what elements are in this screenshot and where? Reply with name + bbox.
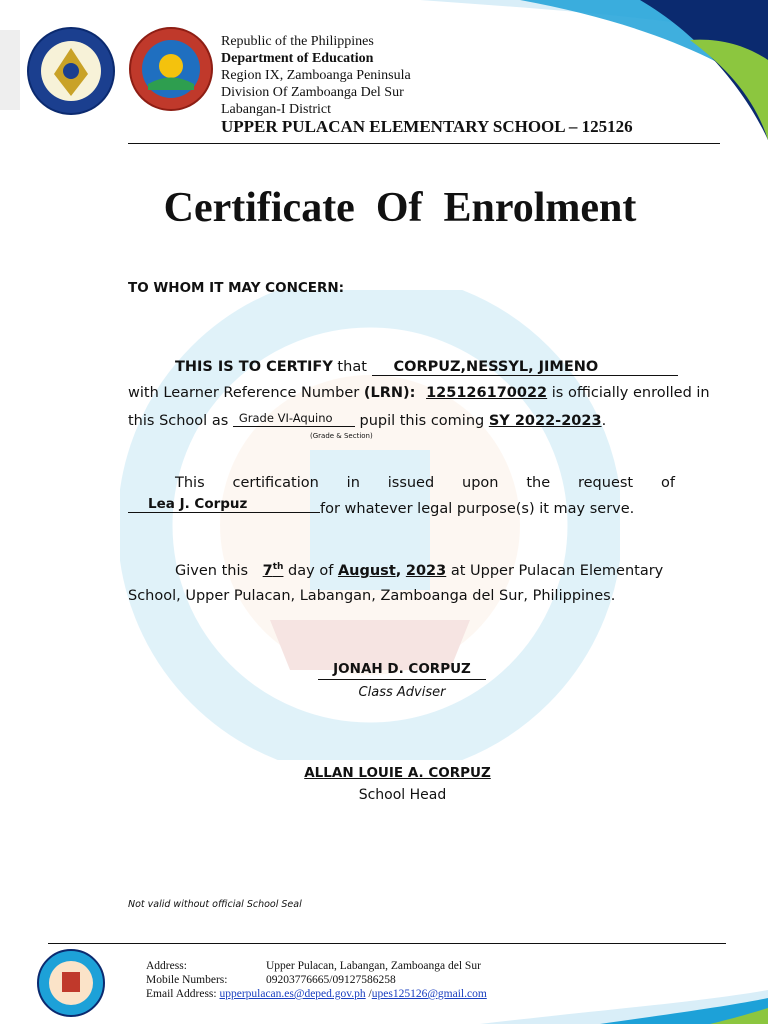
grade-line xyxy=(128,413,606,430)
grade-section xyxy=(233,410,355,427)
footer-email-separator: / xyxy=(365,988,372,1000)
footer-email-deped[interactable]: upperpulacan.es@deped.gov.ph xyxy=(219,988,366,1000)
lrn-lead: with Learner Reference Number xyxy=(128,385,364,401)
given-place: at Upper Pulacan Elementary xyxy=(446,562,664,579)
given-day-value: 7 xyxy=(262,562,273,579)
request-line xyxy=(175,475,675,491)
word-certification: certification xyxy=(232,475,319,491)
header-line-department: Department of Education xyxy=(221,51,374,66)
sy-period: . xyxy=(601,413,607,429)
school-as: this School as xyxy=(128,413,233,429)
header-line-republic: Republic of the Philippines xyxy=(221,34,374,49)
given-day xyxy=(253,563,284,579)
header-line-division: Division Of Zamboanga Del Sur xyxy=(221,85,404,100)
salutation: TO WHOM IT MAY CONCERN: xyxy=(128,280,345,296)
pupil-text: pupil this coming xyxy=(354,413,489,429)
school-head-title: School Head xyxy=(358,787,447,803)
school-name: UPPER PULACAN ELEMENTARY SCHOOL – 125126 xyxy=(221,117,633,136)
header-line-region: Region IX, Zamboanga Peninsula xyxy=(221,68,411,83)
school-head-name: ALLAN LOUIE A. CORPUZ xyxy=(304,765,491,781)
purpose-text: for whatever legal purpose(s) it may serve. xyxy=(320,501,635,517)
word-issued: issued xyxy=(387,475,435,491)
given-text: Given this xyxy=(175,562,253,579)
header-divider xyxy=(128,143,720,144)
certify-lead: THIS IS TO CERTIFY xyxy=(175,359,333,375)
seal-note: Not valid without official School Seal xyxy=(128,899,302,910)
division-seal xyxy=(128,26,214,112)
given-day-suffix: th xyxy=(272,562,284,572)
learner-name xyxy=(372,359,678,376)
requester xyxy=(128,496,320,513)
given-month: August xyxy=(337,562,396,579)
lrn-label: (LRN): xyxy=(363,385,416,401)
given-line xyxy=(175,562,675,579)
word-in: in xyxy=(346,475,360,491)
certify-that: that xyxy=(332,359,372,375)
footer-email-label: Email Address: xyxy=(146,988,217,1000)
grade-section-hint: (Grade & Section) xyxy=(310,432,373,440)
footer-address-label: Address: xyxy=(146,960,187,972)
adviser-name: JONAH D. CORPUZ xyxy=(318,661,486,680)
grade-section-value: Grade VI-Aquino xyxy=(238,411,333,425)
lrn-tail: is officially enrolled in xyxy=(547,385,710,401)
lrn-value: 125126170022 xyxy=(426,385,548,401)
school-year: SY 2022-2023 xyxy=(488,413,602,429)
adviser-title: Class Adviser xyxy=(358,685,446,700)
requester-line xyxy=(128,496,635,518)
header-line-district: Labangan-I District xyxy=(221,102,332,117)
footer-email-gmail[interactable]: upes125126@gmail.com xyxy=(371,988,487,1000)
certificate-title: Certificate Of Enrolment xyxy=(163,185,637,231)
month-comma: , xyxy=(395,562,402,579)
footer-divider xyxy=(48,943,726,944)
given-year: 2023 xyxy=(405,562,447,579)
requester-value: Lea J. Corpuz xyxy=(148,496,248,512)
footer-email-line xyxy=(146,988,487,1000)
footer-address: Upper Pulacan, Labangan, Zamboanga del Sur xyxy=(266,960,481,972)
deped-seal xyxy=(26,26,116,116)
footer-swoosh-decoration xyxy=(480,990,768,1024)
footer-mobile: 09203776665/09127586258 xyxy=(266,974,396,986)
footer-mobile-label: Mobile Numbers: xyxy=(146,974,228,986)
word-the: the xyxy=(526,475,551,491)
word-upon: upon xyxy=(462,475,499,491)
word-of: of xyxy=(660,475,675,491)
lrn-line xyxy=(128,385,710,401)
given-line-2: School, Upper Pulacan, Labangan, Zamboanga del Sur, Philippines. xyxy=(128,588,616,604)
word-this: This xyxy=(175,475,205,491)
footer-school-seal xyxy=(36,948,106,1018)
certify-line xyxy=(175,359,678,376)
learner-name-value: CORPUZ,NESSYL, JIMENO xyxy=(393,359,599,375)
word-request: request xyxy=(577,475,634,491)
day-of-text: day of xyxy=(283,562,338,579)
